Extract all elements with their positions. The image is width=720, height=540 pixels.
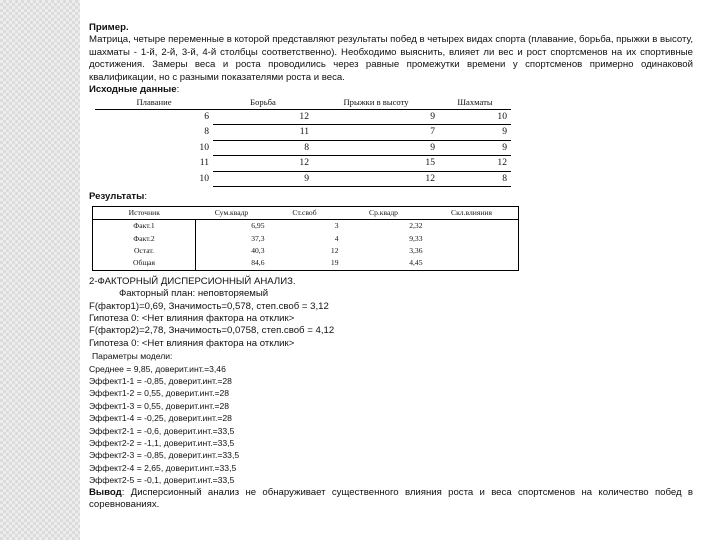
table-row <box>95 109 511 125</box>
model-param-line: Эффект2-2 = -1,1, доверит.инт.=33,5 <box>89 438 235 449</box>
table-cell: 11 <box>199 157 209 169</box>
conclusion <box>89 487 693 512</box>
document-body <box>89 22 693 512</box>
table-cell: 8 <box>204 126 209 138</box>
table-cell: 6 <box>204 111 209 123</box>
table-cell: 10 <box>199 141 209 153</box>
input-data-table <box>95 96 511 187</box>
table-cell: 9 <box>313 140 439 156</box>
results-header-mean-square: Ср.квадр <box>342 206 426 219</box>
results-table <box>92 206 519 271</box>
conclusion-text: : Дисперсионный анализ не обнаруживает существенного влияния роста и веса спортсменов на количество побед в соревнованиях. <box>89 486 693 511</box>
model-param-line: Эффект2-5 = -0,1, доверит.инт.=33,5 <box>89 475 235 486</box>
table-cell: 9 <box>213 171 313 187</box>
table-cell: 8 <box>439 171 511 187</box>
model-param-line: Эффект1-1 = -0,85, доверит.инт.=28 <box>89 376 232 387</box>
input-header-swimming: Плавание <box>95 96 213 109</box>
table-row <box>93 245 519 257</box>
table-cell: 7 <box>313 125 439 141</box>
table-row <box>95 125 511 141</box>
analysis-line: Факторный план: неповторяемый <box>119 288 269 300</box>
input-header-wrestling: Борьба <box>213 96 313 109</box>
table-cell: 3 <box>334 221 339 231</box>
analysis-line: Гипотеза 0: <Нет влияния фактора на отклик> <box>89 313 295 324</box>
example-title: Пример. <box>89 22 129 33</box>
table-cell <box>426 220 519 233</box>
table-cell: Общая <box>93 257 196 270</box>
table-cell: Остат. <box>93 245 196 257</box>
task-description: Матрица, четыре переменные в которой представляют результаты побед в четырех видах спорта (плавание, борьба, прыжки в высоту, шахматы - 1-й, 2-й, 3-й, 4-й столбцы соответственно). Необходимо выяснить, влияет ли вес и рост спортсменов на их спортивные достижения. Замеры веса и роста проводились через равные промежутки времени у спортсменов примерно одинаковой квалификации, но с разными показателями роста и веса. <box>89 34 693 83</box>
table-cell: 10 <box>199 172 209 184</box>
table-cell: 11 <box>213 125 313 141</box>
table-cell: 6,95 <box>251 221 265 231</box>
analysis-line: F(фактор1)=0,69, Значимость=0,578, степ.своб = 3,12 <box>89 300 329 312</box>
source-data-heading-text: Исходные данные <box>89 84 177 96</box>
results-header-influence: Скл.влияния <box>426 206 519 219</box>
table-cell: 40,3 <box>251 245 265 255</box>
results-heading-colon: : <box>144 191 147 203</box>
results-heading <box>89 191 693 203</box>
input-header-chess: Шахматы <box>439 96 511 109</box>
table-cell: 9,33 <box>409 233 423 243</box>
analysis-line: Гипотеза 0: <Нет влияния фактора на отклик> <box>89 337 295 349</box>
decorative-side-strip <box>0 0 80 540</box>
model-params-title: Параметры модели: <box>92 351 173 362</box>
model-param-line: Эффект2-1 = -0,6, доверит.инт.=33,5 <box>89 425 235 436</box>
table-cell: Факт.1 <box>93 220 196 233</box>
model-param-line: Эффект1-2 = 0,55, доверит.инт.=28 <box>89 388 230 399</box>
results-header-row <box>93 206 519 219</box>
model-param-line: Эффект2-4 = 2,65, доверит.инт.=33,5 <box>89 462 237 473</box>
table-row <box>93 257 519 270</box>
table-row <box>95 171 511 187</box>
table-cell: 15 <box>313 156 439 172</box>
analysis-block <box>89 276 693 512</box>
model-param-line: Эффект1-3 = 0,55, доверит.инт.=28 <box>89 400 230 411</box>
table-cell: 37,3 <box>251 233 265 243</box>
input-header-high-jump: Прыжки в высоту <box>313 96 439 109</box>
results-heading-text: Результаты <box>89 191 145 203</box>
model-param-line: Среднее = 9,85, доверит.инт.=3,46 <box>89 363 226 374</box>
table-cell: 84,6 <box>251 258 265 268</box>
conclusion-label: Вывод <box>89 486 122 498</box>
input-table-header-row <box>95 96 511 109</box>
table-cell: 4 <box>334 233 339 243</box>
table-row <box>93 233 519 245</box>
table-cell: Факт.2 <box>93 233 196 245</box>
table-cell: 8 <box>213 140 313 156</box>
table-cell: 12 <box>439 156 511 172</box>
table-cell: 9 <box>313 109 439 125</box>
table-cell: 12 <box>213 156 313 172</box>
table-cell: 9 <box>439 140 511 156</box>
table-row <box>95 156 511 172</box>
table-row <box>95 140 511 156</box>
table-cell: 19 <box>330 258 339 268</box>
results-header-df: Ст.своб <box>268 206 342 219</box>
results-header-source: Источник <box>93 206 196 219</box>
table-cell: 9 <box>439 125 511 141</box>
analysis-line: 2-ФАКТОРНЫЙ ДИСПЕРСИОННЫЙ АНАЛИЗ. <box>89 275 296 287</box>
table-cell: 12 <box>213 109 313 125</box>
table-cell: 3,36 <box>409 245 423 255</box>
results-header-sum-squares: Сум.квадр <box>196 206 268 219</box>
table-row <box>93 220 519 233</box>
source-data-heading-colon: : <box>176 84 180 96</box>
table-cell: 4,45 <box>409 258 423 268</box>
table-cell: 12 <box>313 171 439 187</box>
table-cell <box>426 245 519 257</box>
table-cell <box>426 257 519 270</box>
table-cell: 10 <box>439 109 511 125</box>
table-cell: 12 <box>330 245 339 255</box>
model-param-line: Эффект2-3 = -0,85, доверит.инт.=33,5 <box>89 450 240 461</box>
source-data-heading <box>89 84 693 96</box>
analysis-line: F(фактор2)=2,78, Значимость=0,0758, степ.своб = 4,12 <box>89 325 335 337</box>
table-cell: 2,32 <box>409 221 423 231</box>
model-param-line: Эффект1-4 = -0,25, доверит.инт.=28 <box>89 413 232 424</box>
table-cell <box>426 233 519 245</box>
